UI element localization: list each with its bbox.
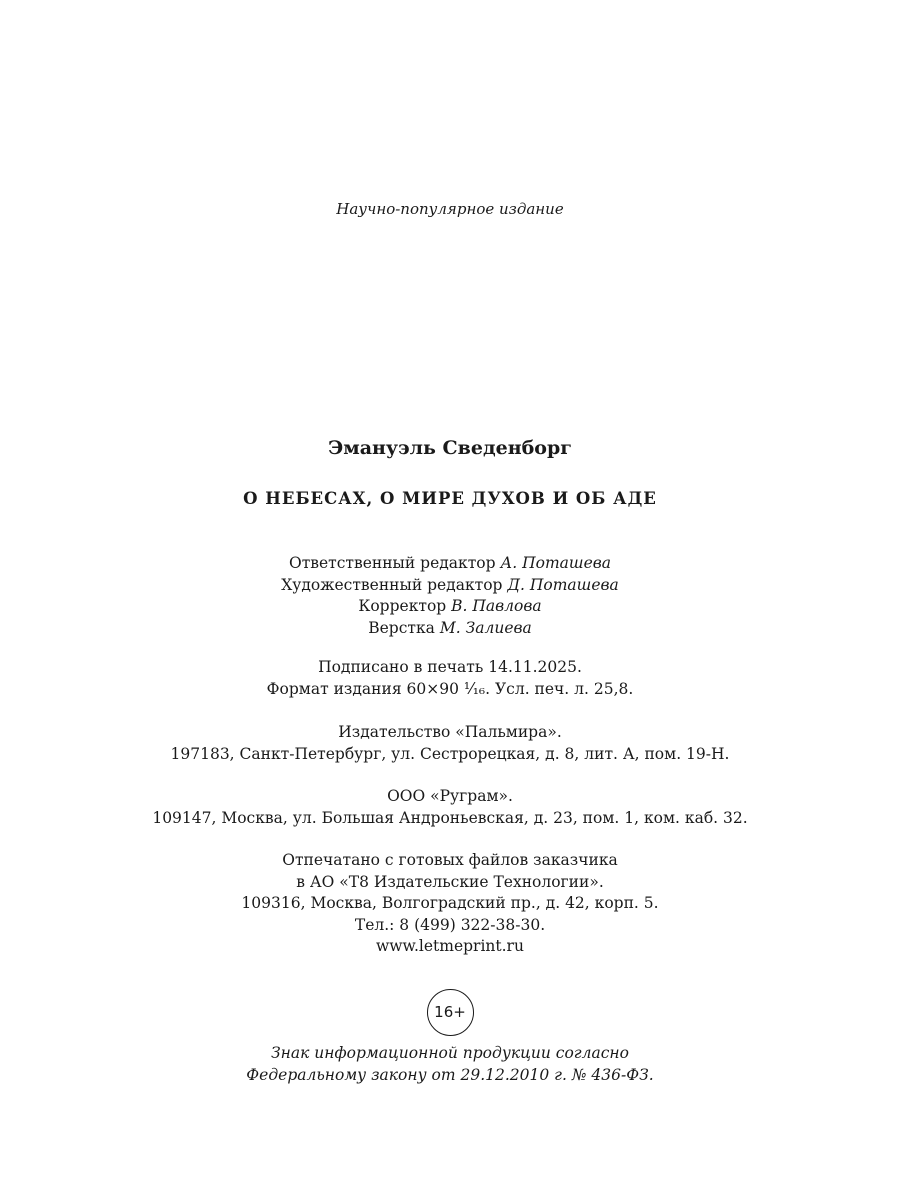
signed-to-print: Подписано в печать 14.11.2025. — [318, 658, 582, 676]
printer-website: www.letmeprint.ru — [376, 937, 524, 955]
edition-format: Формат издания 60×90 ¹⁄₁₆. Усл. печ. л. 25,8. — [266, 679, 634, 698]
credit-name: А. Поташева — [500, 554, 611, 572]
notice-line: Знак информационной продукции согласно — [271, 1044, 629, 1062]
distributor-block — [0, 786, 900, 829]
print-info-block — [0, 657, 900, 700]
genre-label: Научно-популярное издание — [336, 200, 564, 218]
info-product-notice — [0, 1043, 900, 1086]
credit-role: Корректор — [358, 597, 447, 615]
age-rating-wrap — [0, 989, 900, 1039]
credit-line — [0, 618, 900, 640]
credit-role: Ответственный редактор — [288, 554, 496, 572]
credit-role: Художественный редактор — [281, 575, 503, 594]
credit-line — [0, 553, 900, 575]
credit-line — [0, 596, 900, 618]
printer-line: Отпечатано с готовых файлов заказчика — [282, 851, 618, 869]
printer-name: в АО «Т8 Издательские Технологии». — [296, 872, 604, 891]
credit-role: Верстка — [368, 618, 435, 637]
age-rating-badge: 16+ — [427, 989, 474, 1036]
distributor-address: 109147, Москва, ул. Большая Андроньевская, д. 23, пом. 1, ком. каб. 32. — [152, 808, 748, 827]
publisher-name: Издательство «Пальмира». — [338, 723, 562, 741]
publisher-block — [0, 722, 900, 765]
distributor-name: ООО «Руграм». — [387, 787, 513, 805]
publisher-address: 197183, Санкт-Петербург, ул. Сестрорецкая, д. 8, лит. А, пом. 19-Н. — [170, 744, 730, 763]
book-title: О НЕБЕСАХ, О МИРЕ ДУХОВ И ОБ АДЕ — [243, 489, 657, 508]
credits-block — [0, 553, 900, 639]
printer-address: 109316, Москва, Волгоградский пр., д. 42, корп. 5. — [241, 894, 659, 912]
notice-line: Федеральному закону от 29.12.2010 г. № 436-ФЗ. — [246, 1065, 654, 1084]
credit-name: М. Залиева — [439, 618, 532, 637]
credit-line — [0, 575, 900, 597]
credit-name: Д. Поташева — [507, 575, 619, 594]
credit-name: В. Павлова — [451, 597, 542, 615]
printer-phone: Тел.: 8 (499) 322-38-30. — [354, 915, 546, 934]
author-name: Эмануэль Сведенборг — [328, 437, 572, 459]
printer-block — [0, 850, 900, 958]
